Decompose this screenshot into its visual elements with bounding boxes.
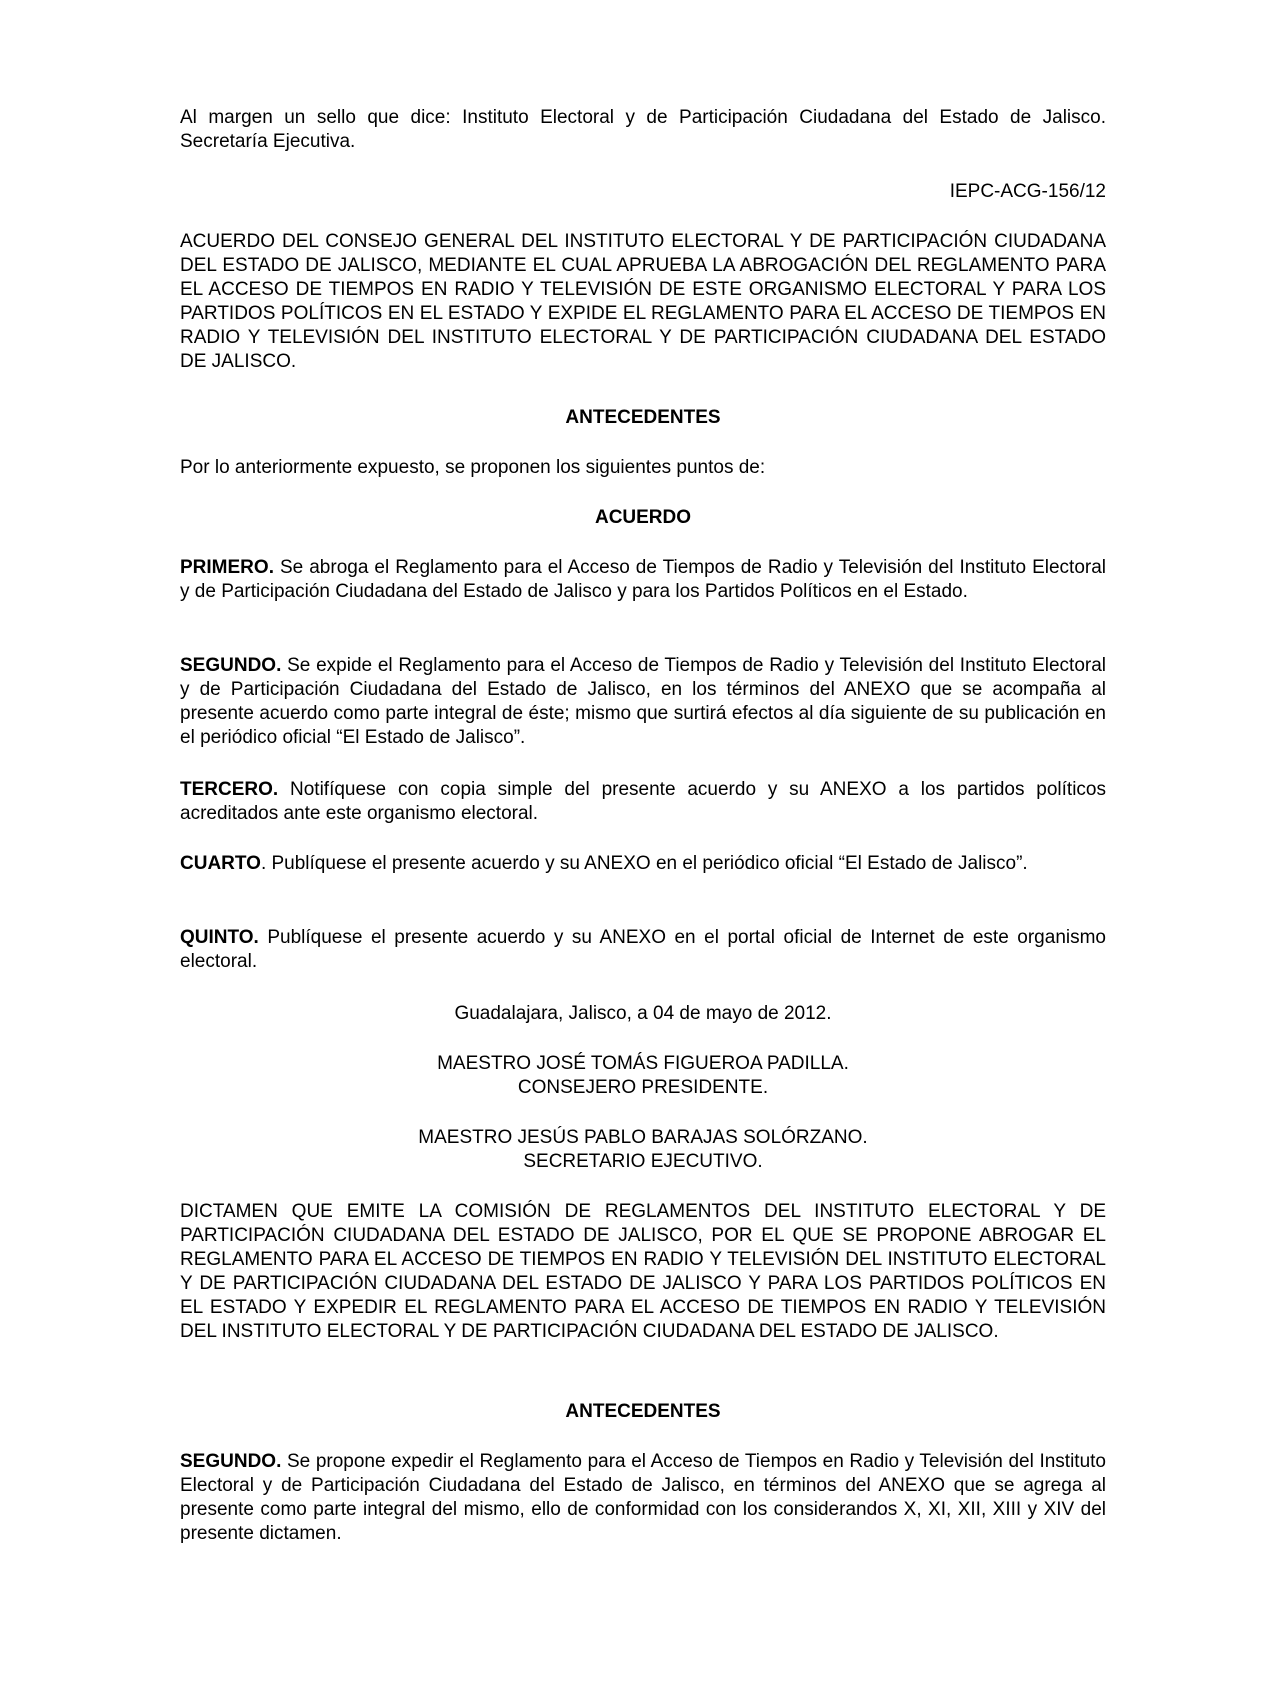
point-label: SEGUNDO. bbox=[180, 1451, 282, 1472]
heading-antecedentes-dictamen: ANTECEDENTES bbox=[565, 1401, 721, 1422]
point-tercero bbox=[180, 778, 1106, 826]
place-and-date: Guadalajara, Jalisco, a 04 de mayo de 2012. bbox=[454, 1003, 832, 1024]
point-quinto bbox=[180, 926, 1106, 974]
point-segundo bbox=[180, 654, 1106, 750]
point-label: QUINTO bbox=[180, 927, 254, 948]
intro-paragraph: Por lo anteriormente expuesto, se proponen los siguientes puntos de: bbox=[180, 457, 766, 478]
signatory-president-name: MAESTRO JOSÉ TOMÁS FIGUEROA PADILLA. bbox=[437, 1053, 849, 1074]
point-text: Se expide el Reglamento para el Acceso de Tiempos de Radio y Televisión del Instituto Electoral y de Participación Ciudadana del Estado de Jalisco, en los términos del ANEXO que se acompaña al presente acuerdo como parte integral de éste; mismo que surtirá efectos al día siguiente de su publicación en el periódico oficial “El Estado de Jalisco”. bbox=[180, 655, 1106, 748]
point-text: Notifíquese con copia simple del presente acuerdo y su ANEXO a los partidos políticos acreditados ante este organismo electoral. bbox=[180, 779, 1106, 824]
heading-antecedentes: ANTECEDENTES bbox=[565, 407, 721, 428]
point-label-separator: . bbox=[253, 927, 259, 948]
signatory-secretary-name: MAESTRO JESÚS PABLO BARAJAS SOLÓRZANO. bbox=[418, 1127, 868, 1148]
point-label-separator: . bbox=[268, 557, 274, 578]
point-text: Publíquese el presente acuerdo y su ANEXO en el portal oficial de Internet de este organismo electoral. bbox=[180, 927, 1106, 972]
point-text: Se abroga el Reglamento para el Acceso de Tiempos de Radio y Televisión del Instituto Electoral y de Participación Ciudadana del Estado de Jalisco y para los Partidos Políticos en el Estado. bbox=[180, 557, 1106, 602]
point-label: SEGUNDO bbox=[180, 655, 277, 676]
point-text: Se propone expedir el Reglamento para el Acceso de Tiempos en Radio y Televisión del Instituto Electoral y de Participación Ciudadana del Estado de Jalisco, en términos del ANEXO que se agrega al presente como parte integral del mismo, ello de conformidad con los considerandos X, XI, XII, XIII y XIV del presente dictamen. bbox=[180, 1451, 1106, 1544]
point-label: TERCERO bbox=[180, 779, 273, 800]
dictamen-title: DICTAMEN QUE EMITE LA COMISIÓN DE REGLAMENTOS DEL INSTITUTO ELECTORAL Y DE PARTICIPACIÓN CIUDADANA DEL ESTADO DE JALISCO, POR EL QUE SE PROPONE ABROGAR EL REGLAMENTO PARA EL ACCESO DE TIEMPOS EN RADIO Y TELEVISIÓN DEL INSTITUTO ELECTORAL Y DE PARTICIPACIÓN CIUDADANA DEL ESTADO DE JALISCO Y PARA LOS PARTIDOS POLÍTICOS EN EL ESTADO Y EXPEDIR EL REGLAMENTO PARA EL ACCESO DE TIEMPOS EN RADIO Y TELEVISIÓN DEL INSTITUTO ELECTORAL Y DE PARTICIPACIÓN CIUDADANA DEL ESTADO DE JALISCO. bbox=[180, 1201, 1106, 1342]
signatory-secretary-role: SECRETARIO EJECUTIVO. bbox=[523, 1151, 763, 1172]
signatory-president-role: CONSEJERO PRESIDENTE. bbox=[517, 1077, 769, 1098]
point-label-separator: . bbox=[260, 853, 267, 874]
heading-acuerdo: ACUERDO bbox=[594, 507, 692, 528]
point-label: PRIMERO bbox=[180, 557, 269, 578]
margin-note: Al margen un sello que dice: Instituto Electoral y de Participación Ciudadana del Estado de Jalisco. Secretaría Ejecutiva. bbox=[180, 107, 1106, 152]
point-label-separator: . bbox=[272, 779, 279, 800]
dictamen-point-segundo bbox=[180, 1450, 1106, 1546]
reference-number: IEPC-ACG-156/12 bbox=[949, 181, 1106, 202]
point-text: Publíquese el presente acuerdo y su ANEXO en el periódico oficial “El Estado de Jalisco”. bbox=[266, 853, 1028, 874]
agreement-title: ACUERDO DEL CONSEJO GENERAL DEL INSTITUTO ELECTORAL Y DE PARTICIPACIÓN CIUDADANA DEL ESTADO DE JALISCO, MEDIANTE EL CUAL APRUEBA LA ABROGACIÓN DEL REGLAMENTO PARA EL ACCESO DE TIEMPOS EN RADIO Y TELEVISIÓN DE ESTE ORGANISMO ELECTORAL Y PARA LOS PARTIDOS POLÍTICOS EN EL ESTADO Y EXPIDE EL REGLAMENTO PARA EL ACCESO DE TIEMPOS EN RADIO Y TELEVISIÓN DEL INSTITUTO ELECTORAL Y DE PARTICIPACIÓN CIUDADANA DEL ESTADO DE JALISCO. bbox=[180, 231, 1106, 372]
point-label-separator: . bbox=[276, 655, 282, 676]
point-primero bbox=[180, 556, 1106, 604]
point-label: CUARTO bbox=[180, 853, 261, 874]
point-cuarto bbox=[180, 852, 1106, 876]
